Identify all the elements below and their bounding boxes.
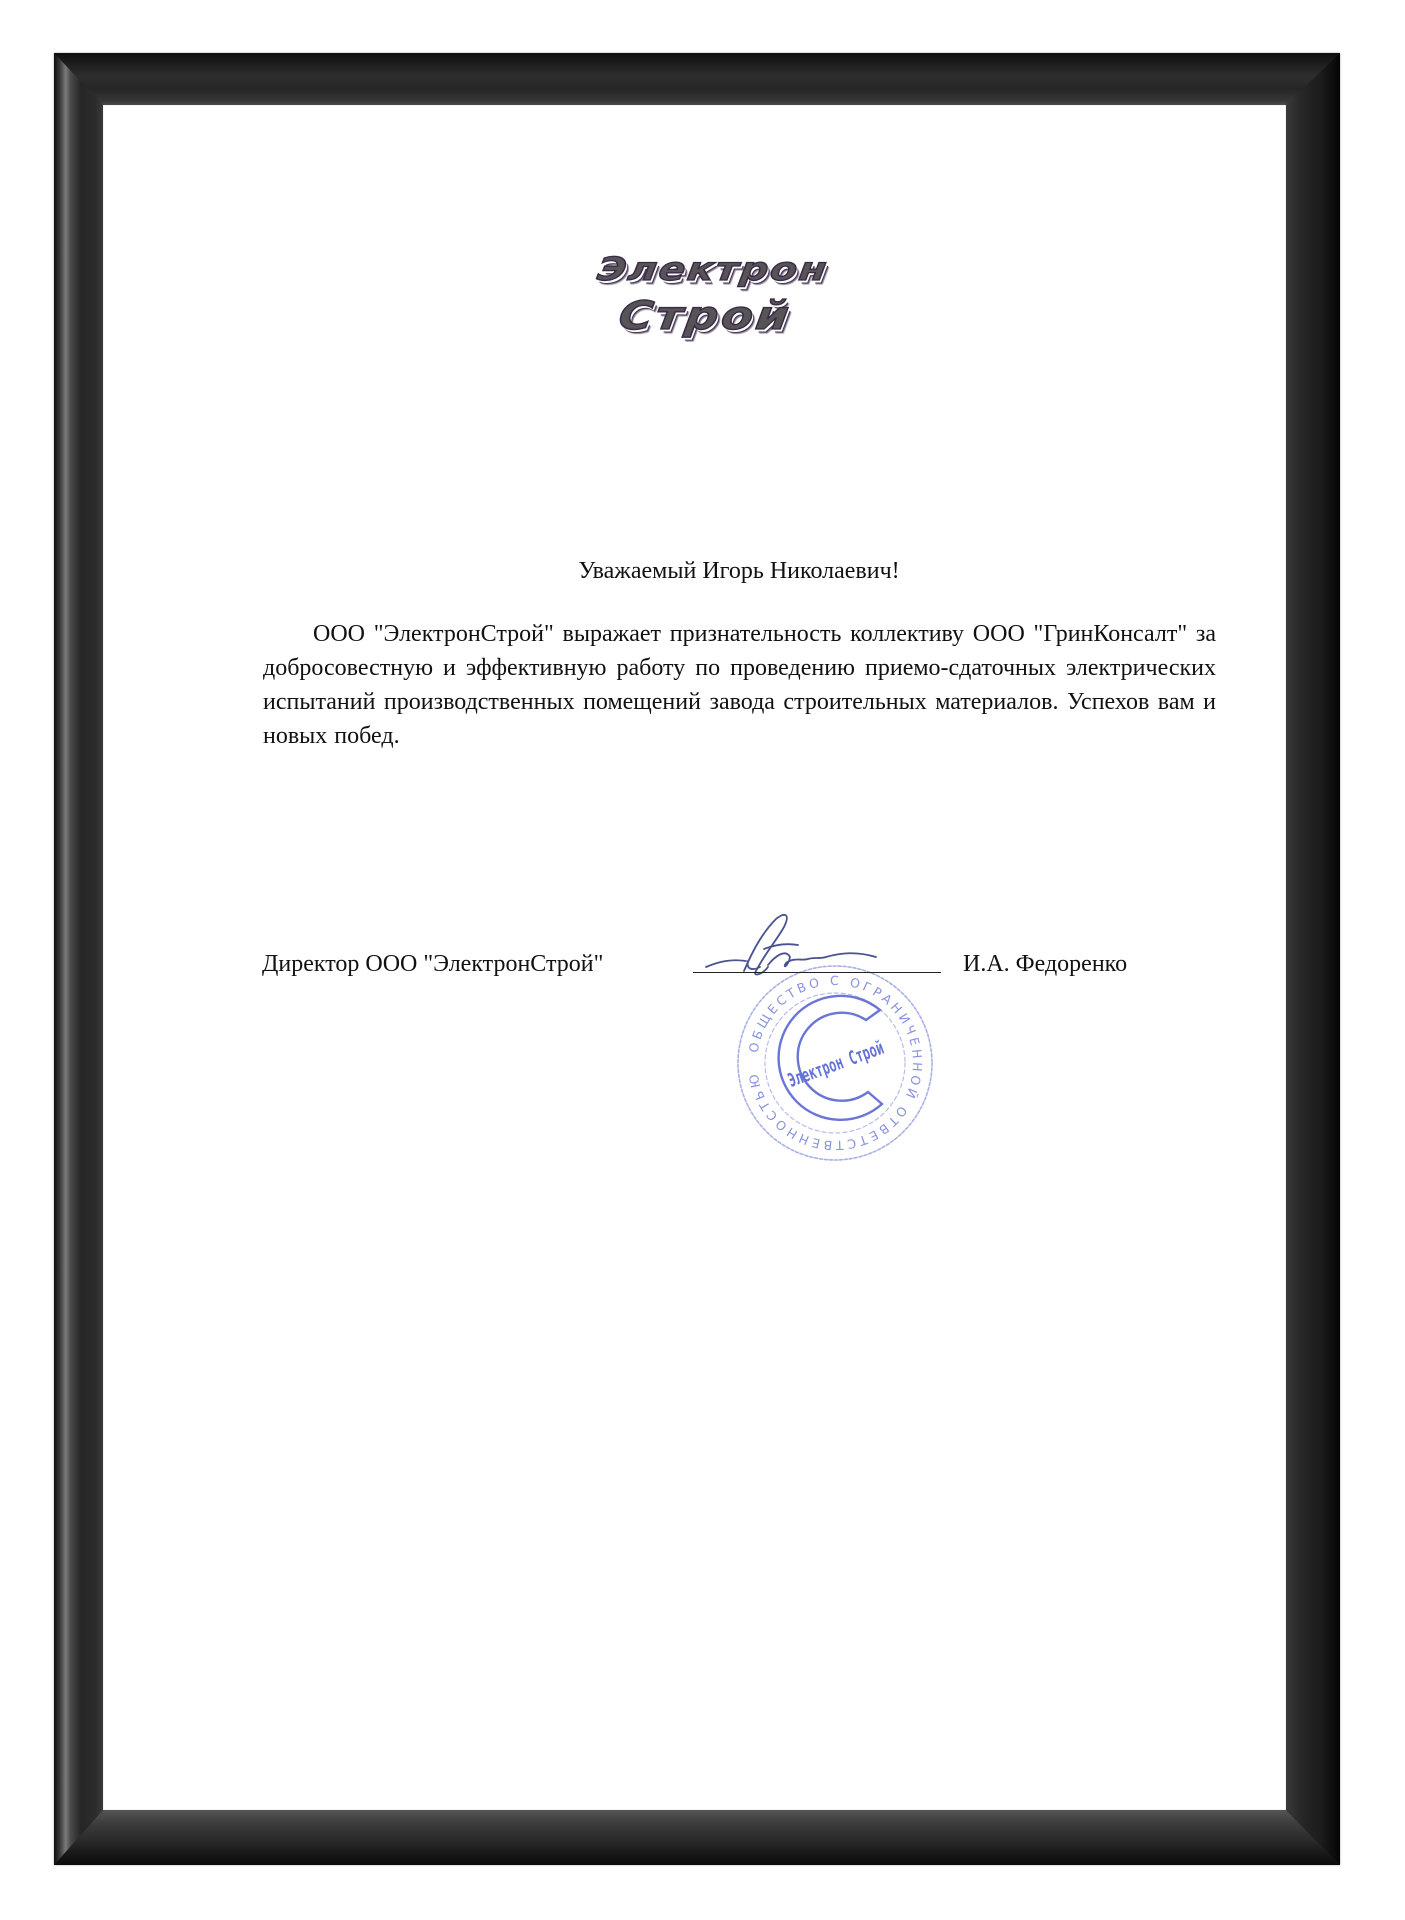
company-logo [596,250,896,350]
company-stamp [730,958,940,1168]
signer-name: И.А. Федоренко [963,951,1128,977]
frame-top-edge [54,53,1340,105]
letter-body: ООО "ЭлектронСтрой" выражает признательность коллективу ООО "ГринКонсалт" за добросовестную и эффективную работу по проведению приемо-сдаточных электрических испытаний производственных помещений завода строительных материалов. Успехов вам и новых побед. [263,621,1216,749]
frame-bottom-edge [54,1810,1340,1865]
logo-text-line-2: Строй [616,292,795,339]
signature-block [262,950,1222,980]
frame-left-edge [54,53,103,1865]
signer-title: Директор ООО "ЭлектронСтрой" [262,951,604,977]
stamp-center-text: Электрон Строй [784,1035,887,1092]
logo-text-line-1: Электрон [595,251,831,289]
frame-right-edge [1286,53,1340,1865]
letter-greeting: Уважаемый Игорь Николаевич! [578,558,900,584]
stamp-ring-text: ОБЩЕСТВО С ОГРАНИЧЕННОЙ ОТВЕТСТВЕННОСТЬЮ [745,972,926,1154]
signature-line [693,972,941,973]
